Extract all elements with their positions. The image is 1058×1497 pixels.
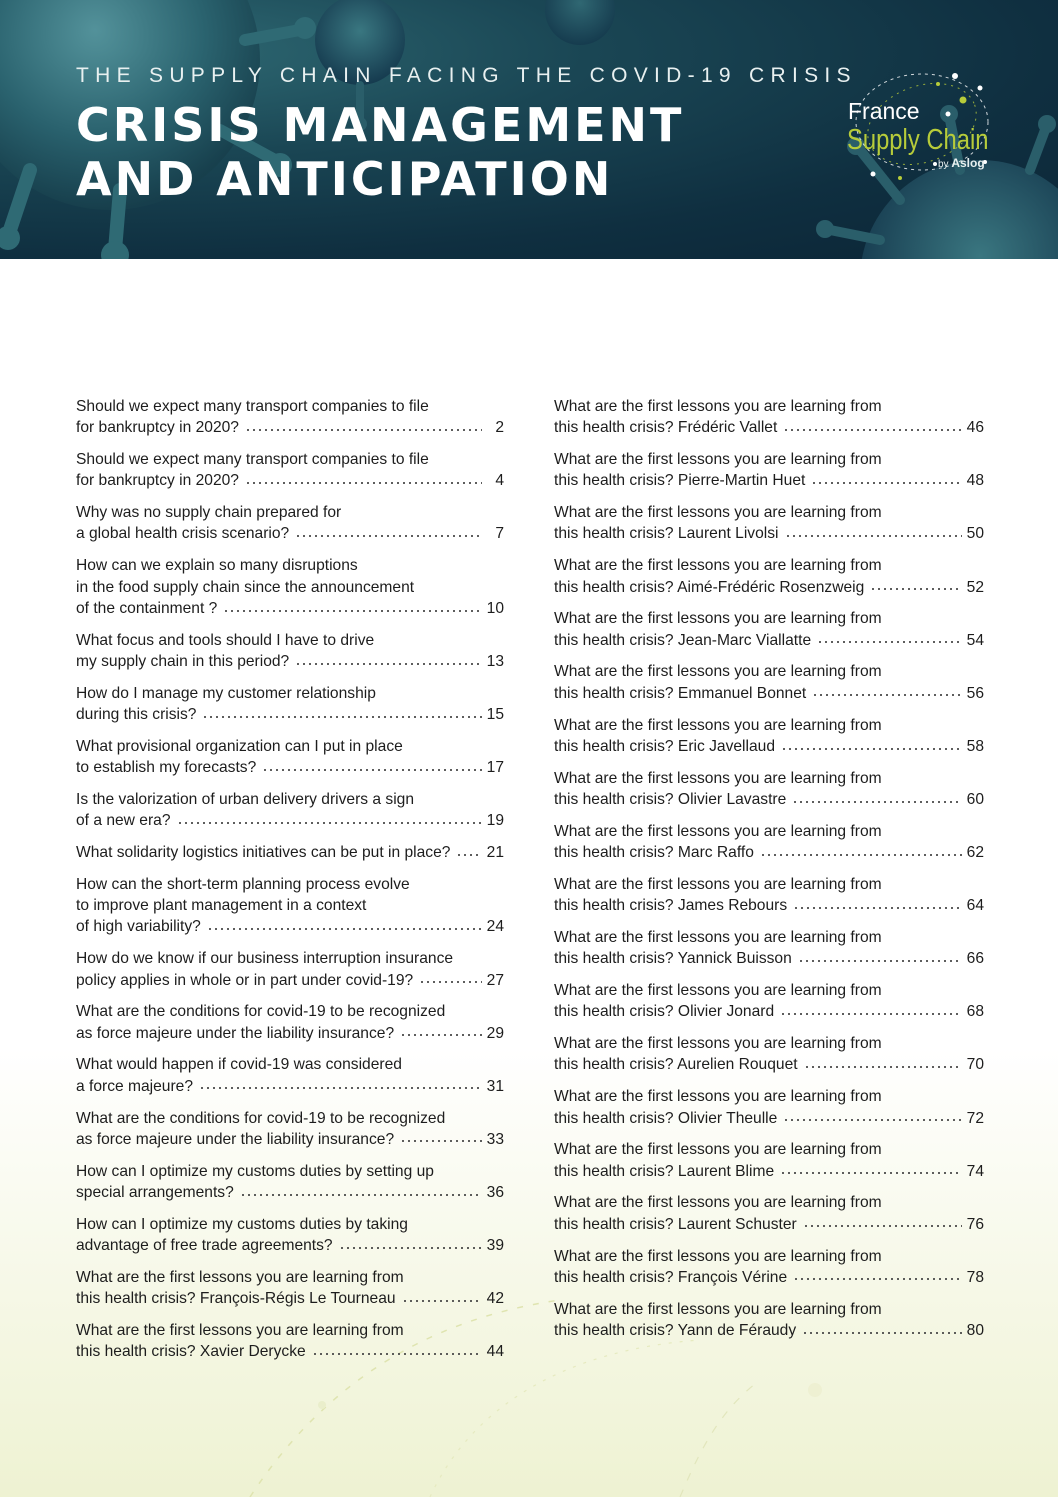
toc-entry[interactable] xyxy=(76,842,504,863)
toc-entry[interactable] xyxy=(76,396,504,439)
toc-entry-title-line: this health crisis? François Vérine xyxy=(554,1268,788,1286)
toc-entry-title-line: Should we expect many transport companies to file xyxy=(76,451,429,469)
toc-entry-last-line xyxy=(554,1001,984,1022)
dot-leader xyxy=(793,1277,962,1281)
toc-entry-title-line: What are the first lessons you are learning from xyxy=(554,1141,882,1159)
toc-page-number: 33 xyxy=(486,1130,504,1148)
toc-page-number: 80 xyxy=(966,1321,984,1339)
toc-entry-last-line xyxy=(554,630,984,651)
toc-entry[interactable] xyxy=(76,1320,504,1363)
dot-leader xyxy=(295,662,482,666)
toc-entry[interactable] xyxy=(554,1033,984,1076)
toc-page-number: 54 xyxy=(966,631,984,649)
dot-leader xyxy=(783,1118,962,1122)
toc-entry-title-line: this health crisis? Emmanuel Bonnet xyxy=(554,684,807,702)
toc-entry-last-line xyxy=(76,651,504,672)
toc-entry-last-line xyxy=(554,948,984,969)
toc-entry-title-line: as force majeure under the liability insurance? xyxy=(76,1130,395,1148)
toc-entry[interactable] xyxy=(76,736,504,779)
toc-entry-last-line xyxy=(76,842,504,863)
toc-entry-title-line: this health crisis? Laurent Blime xyxy=(554,1162,775,1180)
toc-page-number: 24 xyxy=(486,918,504,936)
dot-leader xyxy=(202,715,482,719)
toc-entry-title-line: this health crisis? Jean-Marc Viallatte xyxy=(554,631,812,649)
toc-entry-title-line: this health crisis? Aimé-Frédéric Rosenzweig xyxy=(554,578,865,596)
toc-entry-title-line: What are the first lessons you are learning from xyxy=(554,716,882,734)
toc-entry-title-line: this health crisis? Olivier Theulle xyxy=(554,1109,778,1127)
toc-page-number: 76 xyxy=(966,1215,984,1233)
toc-page-number: 78 xyxy=(966,1268,984,1286)
toc-entry-title-line: advantage of free trade agreements? xyxy=(76,1237,333,1254)
toc-entry[interactable] xyxy=(554,555,984,598)
toc-page-number: 66 xyxy=(966,950,984,968)
dot-leader xyxy=(792,800,962,804)
toc-entry-title-line: of a new era? xyxy=(76,812,171,830)
toc-entry-title-line: What are the first lessons you are learning from xyxy=(554,1247,882,1265)
toc-entry-last-line xyxy=(76,470,504,491)
toc-entry[interactable] xyxy=(554,396,984,439)
toc-entry[interactable] xyxy=(554,608,984,651)
toc-entry-title-line: a global health crisis scenario? xyxy=(76,525,290,543)
toc-page-number: 58 xyxy=(966,737,984,755)
toc-entry[interactable] xyxy=(554,1086,984,1129)
dot-leader xyxy=(804,1065,962,1069)
toc-entry-title-line: What are the conditions for covid-19 to be recognized xyxy=(76,1003,446,1021)
toc-entry-last-line xyxy=(554,789,984,810)
toc-entry-title-line: What are the first lessons you are learning from xyxy=(554,398,882,415)
toc-entry-last-line xyxy=(554,577,984,598)
toc-entry-last-line xyxy=(76,1288,504,1309)
toc-page-number: 44 xyxy=(486,1343,504,1361)
toc-entry-title-line: as force majeure under the liability insurance? xyxy=(76,1024,395,1042)
toc-entry-title-line: What are the conditions for covid-19 to be recognized xyxy=(76,1109,446,1127)
toc-entry-title-line: What are the first lessons you are learning from xyxy=(554,822,882,840)
toc-entry-last-line xyxy=(554,1267,984,1288)
toc-entry-title-line: How can we explain so many disruptions xyxy=(76,557,358,575)
toc-entry-last-line xyxy=(554,523,984,544)
toc-entry-last-line xyxy=(554,1108,984,1129)
toc-entry-last-line xyxy=(76,1182,504,1203)
toc-entry-title-line: this health crisis? Pierre-Martin Huet xyxy=(554,472,806,490)
logo-aslog: Aslog xyxy=(951,156,985,170)
toc-entry-title-line: of the containment ? xyxy=(76,599,218,617)
toc-entry-title-line: this health crisis? James Rebours xyxy=(554,897,788,915)
toc-page-number: 48 xyxy=(966,472,984,490)
toc-entry-title-line: What are the first lessons you are learning from xyxy=(554,504,882,522)
toc-entry-title-line: What are the first lessons you are learning from xyxy=(554,875,882,893)
dot-leader xyxy=(793,906,962,910)
toc-entry-title-line: in the food supply chain since the announcement xyxy=(76,578,415,596)
toc-entry-title-line: for bankruptcy in 2020? xyxy=(76,419,239,437)
dot-leader xyxy=(199,1086,482,1090)
toc-entry[interactable] xyxy=(76,789,504,832)
toc-entry-last-line xyxy=(554,736,984,757)
toc-entry-title-line: What are the first lessons you are learning from xyxy=(554,1035,882,1053)
toc-page-number: 60 xyxy=(966,790,984,808)
dot-leader xyxy=(400,1033,482,1037)
dot-leader xyxy=(785,534,963,538)
toc-page-number: 2 xyxy=(495,419,504,437)
toc-entry-title-line: special arrangements? xyxy=(76,1183,234,1201)
toc-page-number: 4 xyxy=(495,472,504,490)
document-kicker: THE SUPPLY CHAIN FACING THE COVID-19 CRISIS xyxy=(76,64,857,87)
toc-entry-title-line: What are the first lessons you are learning from xyxy=(554,451,882,469)
toc-entry-last-line xyxy=(76,1235,504,1256)
toc-entry-last-line xyxy=(76,810,504,831)
toc-entry[interactable] xyxy=(554,715,984,758)
toc-entry-last-line xyxy=(76,1129,504,1150)
toc-page-number: 29 xyxy=(486,1024,504,1042)
toc-page-number: 39 xyxy=(486,1237,504,1254)
toc-entry[interactable] xyxy=(554,661,984,704)
dot-leader xyxy=(312,1352,482,1356)
dot-leader xyxy=(781,747,962,751)
toc-page-number: 42 xyxy=(486,1290,504,1308)
dot-leader xyxy=(402,1299,482,1303)
toc-entry-title-line: What are the first lessons you are learning from xyxy=(554,1088,882,1106)
toc-entry[interactable] xyxy=(554,1246,984,1289)
toc-column-left xyxy=(76,396,504,1373)
toc-page-number: 27 xyxy=(486,971,504,989)
toc-entry-last-line xyxy=(76,1023,504,1044)
toc-entry-last-line xyxy=(76,417,504,438)
toc-entry-title-line: this health crisis? Laurent Schuster xyxy=(554,1215,797,1233)
toc-page-number: 74 xyxy=(966,1162,984,1180)
toc-entry-title-line: What are the first lessons you are learning from xyxy=(554,1194,882,1212)
toc-entry-title-line: How can the short-term planning process evolve xyxy=(76,875,410,893)
toc-entry-title-line: What are the first lessons you are learning from xyxy=(76,1321,404,1339)
toc-entry-last-line xyxy=(554,1214,984,1235)
toc-entry[interactable] xyxy=(554,768,984,811)
toc-entry-title-line: to establish my forecasts? xyxy=(76,759,257,777)
toc-entry[interactable] xyxy=(554,1299,984,1342)
toc-entry[interactable] xyxy=(554,502,984,545)
dot-leader xyxy=(339,1246,482,1250)
dot-leader xyxy=(245,481,482,485)
dot-leader xyxy=(780,1171,962,1175)
toc-entry-last-line xyxy=(554,470,984,491)
toc-entry[interactable] xyxy=(76,630,504,673)
toc-entry[interactable] xyxy=(76,555,504,619)
dot-leader xyxy=(760,853,962,857)
france-supply-chain-logo xyxy=(840,66,1000,186)
logo-text-supply-chain: Supply Chain xyxy=(847,124,989,156)
toc-entry[interactable] xyxy=(76,683,504,726)
dot-leader xyxy=(817,640,962,644)
logo-text-france: France xyxy=(848,98,920,124)
dot-leader xyxy=(456,853,482,857)
toc-page-number: 56 xyxy=(966,684,984,702)
toc-page-number: 70 xyxy=(966,1056,984,1074)
toc-entry-last-line xyxy=(76,1341,504,1362)
toc-entry[interactable] xyxy=(76,948,504,991)
toc-entry-title-line: What solidarity logistics initiatives can be put in place? xyxy=(76,844,451,862)
toc-entry[interactable] xyxy=(554,927,984,970)
dot-leader xyxy=(240,1193,482,1197)
toc-page-number: 36 xyxy=(486,1183,504,1201)
toc-entry[interactable] xyxy=(554,1139,984,1182)
toc-entry[interactable] xyxy=(554,449,984,492)
toc-entry-title-line: this health crisis? Xavier Derycke xyxy=(76,1343,306,1361)
toc-entry-title-line: What are the first lessons you are learning from xyxy=(554,982,882,1000)
toc-entry[interactable] xyxy=(76,1214,504,1257)
toc-entry-title-line: this health crisis? Olivier Jonard xyxy=(554,1003,775,1021)
toc-page-number: 17 xyxy=(486,759,504,777)
page-title xyxy=(76,98,684,206)
toc-entry[interactable] xyxy=(554,980,984,1023)
toc-page-number: 7 xyxy=(495,525,504,543)
toc-page-number: 50 xyxy=(966,525,984,543)
dot-leader xyxy=(811,481,962,485)
toc-entry-title-line: during this crisis? xyxy=(76,706,197,724)
toc-entry[interactable] xyxy=(76,1054,504,1097)
toc-entry-title-line: this health crisis? Yannick Buisson xyxy=(554,950,792,968)
dot-leader xyxy=(295,534,482,538)
toc-entry-title-line: What are the first lessons you are learning from xyxy=(554,610,882,628)
toc-entry-title-line: this health crisis? Eric Javellaud xyxy=(554,737,776,755)
dot-leader xyxy=(419,980,482,984)
toc-entry-last-line xyxy=(76,970,504,991)
dot-leader xyxy=(262,768,482,772)
toc-page-number: 52 xyxy=(966,578,984,596)
toc-entry[interactable] xyxy=(554,1192,984,1235)
page-title-line-1: CRISIS MANAGEMENT xyxy=(76,98,685,152)
toc-entry[interactable] xyxy=(76,449,504,492)
toc-entry-last-line xyxy=(554,417,984,438)
toc-entry-title-line: Should we expect many transport companies to file xyxy=(76,398,429,415)
toc-entry-last-line xyxy=(554,1054,984,1075)
header-banner xyxy=(0,0,1058,259)
toc-entry[interactable] xyxy=(76,1161,504,1204)
toc-page-number: 46 xyxy=(966,419,984,437)
toc-entry-title-line: What are the first lessons you are learning from xyxy=(554,557,882,575)
toc-entry-title-line: Why was no supply chain prepared for xyxy=(76,504,342,522)
toc-entry-title-line: policy applies in whole or in part under covid-19? xyxy=(76,971,414,989)
toc-entry-title-line: What are the first lessons you are learning from xyxy=(554,769,882,787)
toc-entry[interactable] xyxy=(554,821,984,864)
toc-entry-title-line: of high variability? xyxy=(76,918,201,936)
dot-leader xyxy=(780,1012,962,1016)
toc-entry-last-line xyxy=(76,704,504,725)
toc-page-number: 68 xyxy=(966,1003,984,1021)
toc-page-number: 21 xyxy=(486,844,504,862)
toc-entry-title-line: for bankruptcy in 2020? xyxy=(76,472,239,490)
toc-entry-title-line: my supply chain in this period? xyxy=(76,652,290,670)
toc-entry-last-line xyxy=(76,523,504,544)
toc-entry-title-line: What are the first lessons you are learning from xyxy=(76,1268,404,1286)
toc-entry-title-line: What would happen if covid-19 was considered xyxy=(76,1056,402,1074)
toc-entry-last-line xyxy=(554,1320,984,1341)
toc-entry-last-line xyxy=(554,1161,984,1182)
toc-entry[interactable] xyxy=(76,502,504,545)
toc-entry-title-line: What provisional organization can I put in place xyxy=(76,737,403,755)
logo-by: by xyxy=(938,159,949,170)
toc-entry-title-line: What are the first lessons you are learning from xyxy=(554,928,882,946)
dot-leader xyxy=(245,428,482,432)
toc-entry-title-line: this health crisis? Marc Raffo xyxy=(554,844,754,862)
toc-column-right xyxy=(554,396,984,1352)
toc-entry-title-line: this health crisis? Yann de Féraudy xyxy=(554,1321,797,1339)
toc-entry-title-line: How do we know if our business interruption insurance xyxy=(76,950,454,968)
toc-entry-title-line: What are the first lessons you are learning from xyxy=(554,663,882,681)
toc-entry-title-line: How can I optimize my customs duties by taking xyxy=(76,1215,408,1233)
toc-page-number: 62 xyxy=(966,844,984,862)
toc-entry-title-line: How can I optimize my customs duties by setting up xyxy=(76,1162,434,1180)
toc-page-number: 15 xyxy=(486,706,504,724)
dot-leader xyxy=(798,959,962,963)
dot-leader xyxy=(177,821,483,825)
toc-entry-title-line: How do I manage my customer relationship xyxy=(76,684,376,702)
dot-leader xyxy=(783,428,962,432)
toc-entry-title-line: this health crisis? Aurelien Rouquet xyxy=(554,1056,798,1074)
toc-page-number: 72 xyxy=(966,1109,984,1127)
toc-page-number: 13 xyxy=(486,652,504,670)
dot-leader xyxy=(400,1139,482,1143)
page-title-line-2: AND ANTICIPATION xyxy=(76,152,614,206)
dot-leader xyxy=(870,587,962,591)
toc-entry[interactable] xyxy=(76,1267,504,1310)
toc-page-number: 64 xyxy=(966,897,984,915)
toc-entry-title-line: this health crisis? François-Régis Le Tourneau xyxy=(76,1290,396,1308)
toc-page-number: 19 xyxy=(486,812,504,830)
toc-entry-last-line xyxy=(76,916,504,937)
toc-entry[interactable] xyxy=(76,1108,504,1151)
toc-page-number: 31 xyxy=(486,1077,504,1095)
toc-entry-last-line xyxy=(76,598,504,619)
dot-leader xyxy=(802,1331,962,1335)
toc-entry-title-line: What are the first lessons you are learning from xyxy=(554,1300,882,1318)
toc-entry-last-line xyxy=(554,842,984,863)
toc-entry-title-line: to improve plant management in a context xyxy=(76,897,367,915)
dot-leader xyxy=(803,1224,962,1228)
toc-entry-title-line: this health crisis? Laurent Livolsi xyxy=(554,525,779,543)
toc-entry-title-line: a force majeure? xyxy=(76,1077,194,1095)
toc-entry[interactable] xyxy=(76,1001,504,1044)
dot-leader xyxy=(207,927,482,931)
toc-entry-last-line xyxy=(76,1076,504,1097)
toc-entry-title-line: this health crisis? Frédéric Vallet xyxy=(554,419,778,437)
dot-leader xyxy=(812,693,962,697)
toc-entry-last-line xyxy=(554,683,984,704)
logo-text-by-aslog xyxy=(938,156,985,170)
toc-entry-last-line xyxy=(76,757,504,778)
toc-entry-title-line: this health crisis? Olivier Lavastre xyxy=(554,790,787,808)
toc-entry-title-line: Is the valorization of urban delivery drivers a sign xyxy=(76,790,415,808)
toc-entry[interactable] xyxy=(76,874,504,938)
toc-entry-title-line: What focus and tools should I have to drive xyxy=(76,631,375,649)
toc-entry-last-line xyxy=(554,895,984,916)
toc-page-number: 10 xyxy=(486,599,504,617)
dot-leader xyxy=(223,609,482,613)
toc-entry[interactable] xyxy=(554,874,984,917)
